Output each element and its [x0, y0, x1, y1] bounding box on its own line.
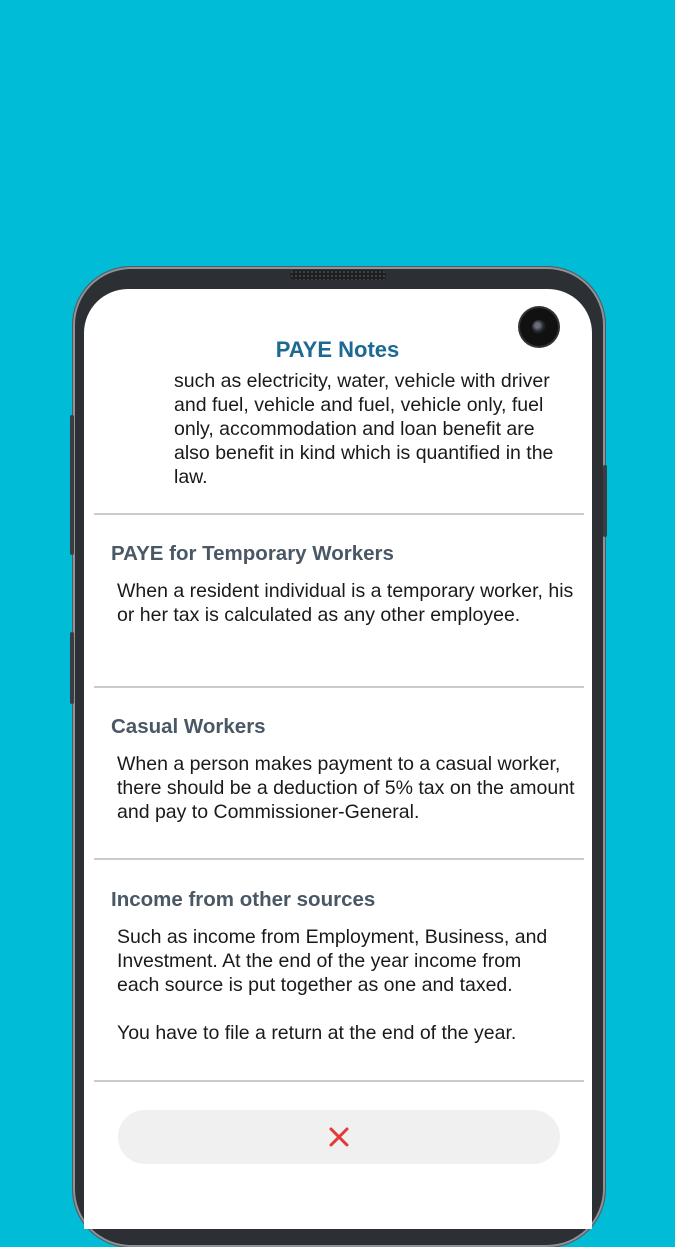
- section-heading-temporary-workers: PAYE for Temporary Workers: [111, 542, 394, 565]
- close-x-icon: [328, 1126, 350, 1148]
- section-text-temporary-workers: When a resident individual is a temporary worker, his or her tax is calculated as any other employee.: [117, 580, 574, 626]
- section-heading-casual-workers: Casual Workers: [111, 715, 266, 738]
- phone-side-button-right: [603, 465, 607, 537]
- phone-side-button-left-bottom: [70, 632, 74, 704]
- dialog-title: PAYE Notes: [275, 337, 400, 362]
- divider: [94, 513, 584, 515]
- section-text-other-income: Such as income from Employment, Business, and Investment. At the end of the year income from each source is put together as one and taxed.: [117, 926, 548, 996]
- divider: [94, 1080, 584, 1082]
- phone-speaker-grille: [290, 270, 386, 280]
- divider: [94, 858, 584, 860]
- phone-side-button-left-top: [70, 415, 74, 555]
- section-text-casual-workers: When a person makes payment to a casual worker, there should be a deduction of 5% tax on the amount and pay to Commissioner-General.: [117, 753, 575, 823]
- close-button[interactable]: [118, 1110, 560, 1164]
- intro-text: such as electricity, water, vehicle with driver and fuel, vehicle and fuel, vehicle only, fuel only, accommodation and loan benefit are also benefit in kind which is quantified in the law.: [174, 370, 554, 488]
- section-text-other-income-note: You have to file a return at the end of the year.: [117, 1022, 517, 1044]
- section-heading-other-income: Income from other sources: [111, 888, 376, 911]
- divider: [94, 686, 584, 688]
